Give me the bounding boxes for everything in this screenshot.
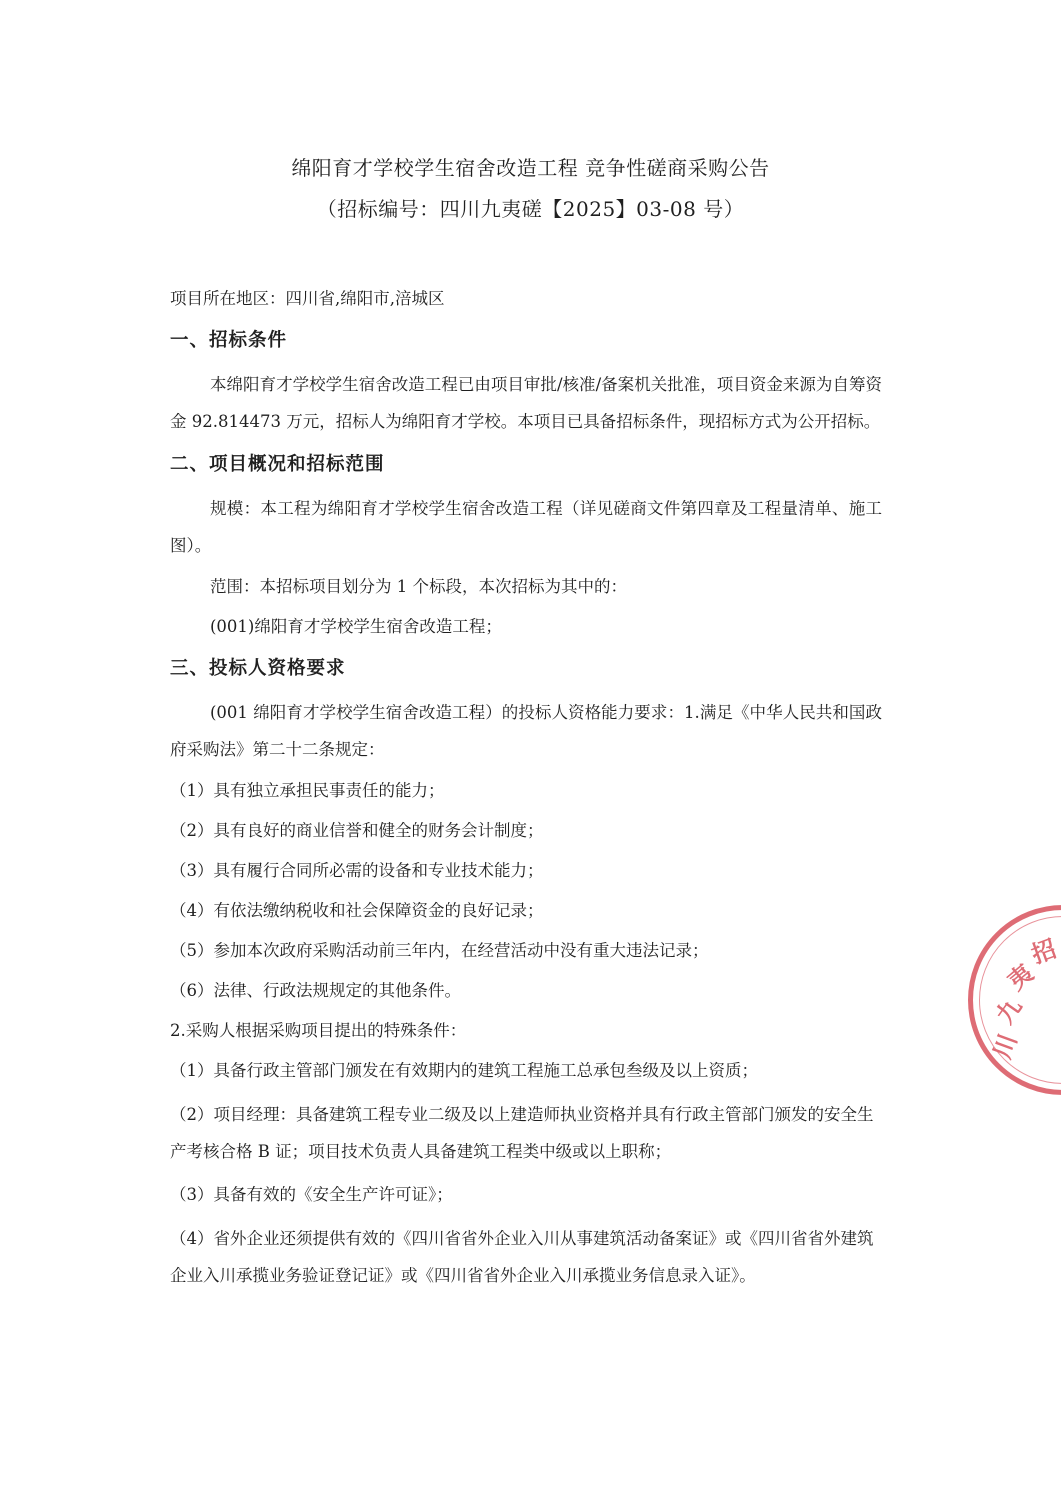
project-location: 项目所在地区：四川省,绵阳市,涪城区: [170, 289, 445, 308]
official-seal-stamp: [968, 905, 1061, 1095]
project-scope-text: 范围：本招标项目划分为 1 个标段，本次招标为其中的：: [210, 577, 627, 596]
seal-char: 夷: [1002, 958, 1039, 996]
list-item: （5）参加本次政府采购活动前三年内，在经营活动中没有重大违法记录；: [170, 941, 709, 960]
tender-conditions-text: 本绵阳育才学校学生宿舍改造工程已由项目审批/核准/备案机关批准，项目资金来源为自筹资金 92.814473 万元，招标人为绵阳育才学校。本项目已具备招标条件，现招标方式为公开招标。: [170, 375, 882, 431]
list-item: （1）具备行政主管部门颁发在有效期内的建筑工程施工总承包叁级及以上资质；: [170, 1061, 758, 1080]
special-conditions-heading: 2.采购人根据采购项目提出的特殊条件：: [170, 1021, 467, 1040]
basic-requirements-list: [170, 776, 882, 1006]
list-item: （1）具有独立承担民事责任的能力；: [170, 781, 445, 800]
list-item: （3）具备有效的《安全生产许可证》；: [170, 1185, 453, 1204]
qualification-intro-text: (001 绵阳育才学校学生宿舍改造工程）的投标人资格能力要求：1.满足《中华人民共和国政府采购法》第二十二条规定：: [170, 703, 882, 759]
seal-char: 川: [988, 1030, 1023, 1063]
document-title: 绵阳育才学校学生宿舍改造工程 竞争性磋商采购公告: [291, 156, 770, 180]
list-item: （4）省外企业还须提供有效的《四川省省外企业入川从事建筑活动备案证》或《四川省省外建筑企业入川承揽业务验证登记证》或《四川省省外企业入川承揽业务信息录入证》。: [170, 1229, 874, 1285]
document-body: [170, 284, 882, 1304]
list-item: （2）具有良好的商业信誉和健全的财务会计制度；: [170, 821, 544, 840]
list-item: （3）具有履行合同所必需的设备和专业技术能力；: [170, 861, 544, 880]
project-lot-text: (001)绵阳育才学校学生宿舍改造工程；: [210, 617, 502, 636]
list-item: （6）法律、行政法规规定的其他条件。: [170, 981, 461, 1000]
list-item: （2）项目经理：具备建筑工程专业二级及以上建造师执业资格并具有行政主管部门颁发的安全生产考核合格 B 证；项目技术负责人具备建筑工程类中级或以上职称；: [170, 1105, 874, 1161]
section-heading-tender-conditions: 一、招标条件: [170, 330, 288, 351]
project-scale-text: 规模：本工程为绵阳育才学校学生宿舍改造工程（详见磋商文件第四章及工程量清单、施工图）。: [170, 499, 882, 555]
list-item: （4）有依法缴纳税收和社会保障资金的良好记录；: [170, 901, 544, 920]
seal-char: 九: [990, 993, 1028, 1029]
special-requirements-list: [170, 1056, 882, 1294]
tender-code: （招标编号：四川九夷磋【2025】03-08 号）: [316, 197, 745, 221]
section-heading-project-overview: 二、项目概况和招标范围: [170, 454, 385, 475]
section-heading-bidder-qualifications: 三、投标人资格要求: [170, 658, 346, 679]
seal-char: 招: [1027, 934, 1060, 970]
